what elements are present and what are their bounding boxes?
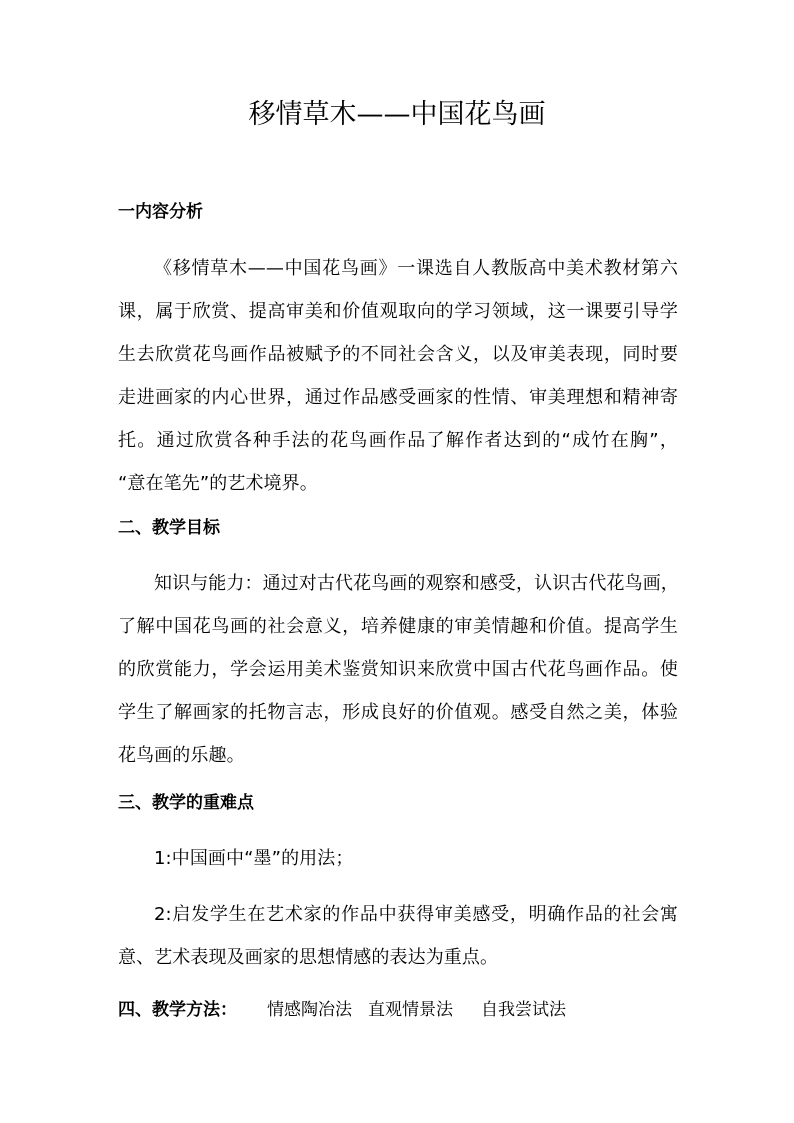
section-heading-key-difficulties: 三、教学的重难点 xyxy=(118,793,254,813)
paragraph-line: 意、艺术表现及画家的思想情感的表达为重点。 xyxy=(118,947,499,968)
section-heading-teaching-objectives: 二、教学目标 xyxy=(118,518,220,538)
paragraph-line: 生去欣赏花鸟画作品被赋予的不同社会含义，以及审美表现，同时要 xyxy=(118,344,678,365)
paragraph-line: 课，属于欣赏、提高审美和价值观取向的学习领域，这一课要引导学 xyxy=(118,301,678,322)
key-point-2 xyxy=(118,893,678,979)
method-item: 情感陶冶法 xyxy=(267,1000,352,1020)
method-item: 直观情景法 xyxy=(368,1000,453,1020)
paragraph-line: 学生了解画家的托物言志，形成良好的价值观。感受自然之美，体验 xyxy=(118,702,678,723)
paragraph-line: 《移情草木——中国花鸟画》一课选自人教版高中美术教材第六 xyxy=(154,258,678,279)
paragraph-line: 1:中国画中“墨”的用法； xyxy=(154,848,354,869)
section-heading-content-analysis: 一内容分析 xyxy=(118,202,203,222)
method-item: 自我尝试法 xyxy=(481,1000,566,1020)
paragraph-line: 了解中国花鸟画的社会意义，培养健康的审美情趣和价值。提高学生 xyxy=(118,616,678,637)
paragraph-line: 的欣赏能力，学会运用美术鉴赏知识来欣赏中国古代花鸟画作品。使 xyxy=(118,659,678,680)
teaching-methods-line xyxy=(118,996,566,1024)
paragraph-line: 托。通过欣赏各种手法的花鸟画作品了解作者达到的“成竹在胸”， xyxy=(118,430,678,451)
key-point-1 xyxy=(118,837,678,880)
document-title: 移情草木——中国花鸟画 xyxy=(248,99,546,130)
paragraph-line: 走进画家的内心世界，通过作品感受画家的性情、审美理想和精神寄 xyxy=(118,387,678,408)
paragraph-line: “意在笔先”的艺术境界。 xyxy=(118,473,318,494)
paragraph-line: 2:启发学生在艺术家的作品中获得审美感受，明确作品的社会寓 xyxy=(154,904,678,925)
section-paragraph-content-analysis xyxy=(118,247,678,505)
section-heading-teaching-methods: 四、教学方法： xyxy=(118,1000,237,1020)
section-paragraph-teaching-objectives xyxy=(118,562,678,777)
paragraph-line: 知识与能力：通过对古代花鸟画的观察和感受，认识古代花鸟画， xyxy=(154,573,679,594)
paragraph-line: 花鸟画的乐趣。 xyxy=(118,745,245,766)
